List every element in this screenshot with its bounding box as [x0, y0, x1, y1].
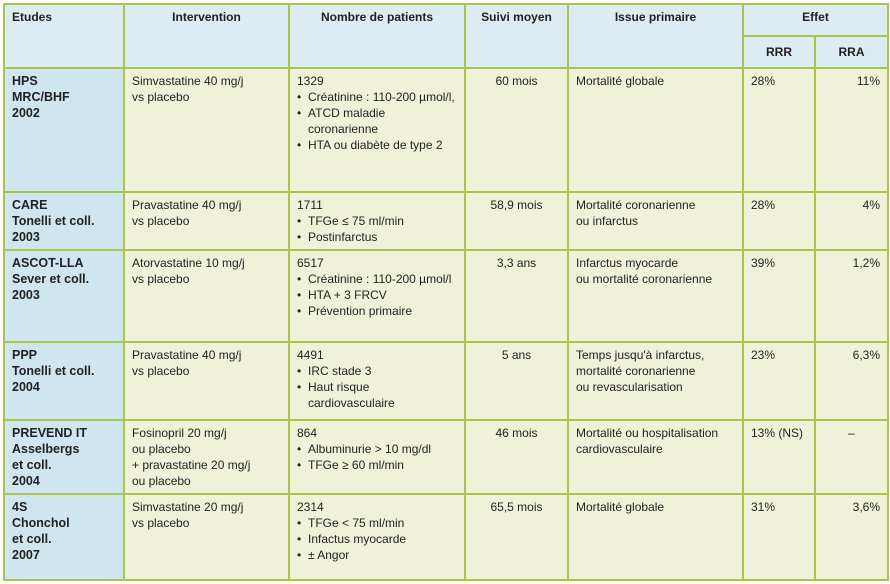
- cell-suivi: 46 mois: [465, 420, 568, 494]
- table-header: [4, 4, 888, 68]
- cell-etude: [4, 250, 124, 342]
- patients-criteria-item: • Créatinine : 110-200 µmol/l: [297, 271, 457, 287]
- table-row: [4, 342, 888, 420]
- cell-patients: [289, 68, 465, 192]
- etude-name-line: 2003: [12, 288, 40, 302]
- patients-criteria-item: • Prévention primaire: [297, 303, 457, 319]
- intervention-line: vs placebo: [132, 364, 190, 378]
- header-intervention: Intervention: [124, 4, 289, 68]
- intervention-line: ou placebo: [132, 442, 191, 456]
- patients-criteria-item: • Infactus myocarde: [297, 531, 457, 547]
- intervention-line: vs placebo: [132, 214, 190, 228]
- intervention-line: Fosinopril 20 mg/j: [132, 426, 227, 440]
- etude-name-line: Chonchol: [12, 516, 70, 530]
- cell-rrr: 13% (NS): [743, 420, 815, 494]
- patients-criteria-item: • IRC stade 3: [297, 363, 457, 379]
- etude-name-line: 2002: [12, 106, 40, 120]
- etude-name-line: et coll.: [12, 532, 52, 546]
- intervention-line: ou placebo: [132, 474, 191, 488]
- cell-suivi: 65,5 mois: [465, 494, 568, 580]
- cell-intervention: [124, 494, 289, 580]
- patients-count: 864: [297, 426, 318, 440]
- cell-rra: –: [815, 420, 888, 494]
- issue-line: Mortalité coronarienne: [576, 198, 696, 212]
- etude-name-line: Tonelli et coll.: [12, 214, 95, 228]
- cell-etude: [4, 494, 124, 580]
- patients-count: 1329: [297, 74, 324, 88]
- table-row: [4, 250, 888, 342]
- patients-criteria-item: • TFGe ≥ 60 ml/min: [297, 457, 457, 473]
- intervention-line: vs placebo: [132, 90, 190, 104]
- intervention-line: Simvastatine 20 mg/j: [132, 500, 244, 514]
- intervention-line: Pravastatine 40 mg/j: [132, 348, 242, 362]
- etude-name-line: 2004: [12, 380, 40, 394]
- cell-issue: [568, 420, 743, 494]
- intervention-line: Atorvastatine 10 mg/j: [132, 256, 245, 270]
- patients-count: 2314: [297, 500, 324, 514]
- cell-intervention: [124, 192, 289, 250]
- issue-line: mortalité coronarienne: [576, 364, 696, 378]
- etude-name-line: et coll.: [12, 458, 52, 472]
- cell-rra: 11%: [815, 68, 888, 192]
- table-row: [4, 192, 888, 250]
- intervention-line: vs placebo: [132, 272, 190, 286]
- cell-patients: [289, 494, 465, 580]
- patients-count: 4491: [297, 348, 324, 362]
- issue-line: Temps jusqu'à infarctus,: [576, 348, 705, 362]
- header-effet: Effet: [743, 4, 888, 36]
- cell-rrr: 39%: [743, 250, 815, 342]
- issue-line: ou revascularisation: [576, 380, 683, 394]
- cell-rra: 4%: [815, 192, 888, 250]
- patients-criteria-item: • Postinfarctus: [297, 229, 457, 245]
- patients-criteria-item: • HTA + 3 FRCV: [297, 287, 457, 303]
- cell-suivi: 58,9 mois: [465, 192, 568, 250]
- cell-intervention: [124, 420, 289, 494]
- etude-name-line: 2004: [12, 474, 40, 488]
- issue-line: Mortalité globale: [576, 500, 665, 514]
- patients-criteria-list: [297, 363, 457, 411]
- cell-rrr: 28%: [743, 68, 815, 192]
- cell-rrr: 23%: [743, 342, 815, 420]
- cell-rrr: 31%: [743, 494, 815, 580]
- cell-etude: [4, 420, 124, 494]
- cell-rra: 1,2%: [815, 250, 888, 342]
- intervention-line: + pravastatine 20 mg/j: [132, 458, 251, 472]
- table-row: [4, 68, 888, 192]
- etude-name-line: MRC/BHF: [12, 90, 70, 104]
- cell-etude: [4, 342, 124, 420]
- etude-name-line: PPP: [12, 348, 38, 362]
- table-body: [4, 68, 888, 580]
- issue-line: ou mortalité coronarienne: [576, 272, 713, 286]
- etude-name-line: ASCOT-LLA: [12, 256, 84, 270]
- cell-patients: [289, 420, 465, 494]
- cell-suivi: 5 ans: [465, 342, 568, 420]
- header-rra: RRA: [815, 36, 888, 68]
- header-etudes: Etudes: [4, 4, 124, 68]
- header-patients: Nombre de patients: [289, 4, 465, 68]
- patients-criteria-item: • ATCD maladie coronarienne: [297, 105, 457, 137]
- cell-issue: [568, 342, 743, 420]
- cell-issue: [568, 250, 743, 342]
- header-issue: Issue primaire: [568, 4, 743, 68]
- issue-line: Infarctus myocarde: [576, 256, 679, 270]
- intervention-line: vs placebo: [132, 516, 190, 530]
- patients-criteria-item: • TFGe ≤ 75 ml/min: [297, 213, 457, 229]
- statin-trials-table: [3, 3, 889, 581]
- cell-issue: [568, 494, 743, 580]
- patients-count: 6517: [297, 256, 324, 270]
- etude-name-line: Asselbergs: [12, 442, 80, 456]
- patients-criteria-item: • ± Angor: [297, 547, 457, 563]
- table-row: [4, 494, 888, 580]
- cell-intervention: [124, 68, 289, 192]
- cell-rra: 6,3%: [815, 342, 888, 420]
- patients-count: 1711: [297, 198, 323, 212]
- cell-suivi: 3,3 ans: [465, 250, 568, 342]
- patients-criteria-list: [297, 515, 457, 563]
- patients-criteria-item: • Albuminurie > 10 mg/dl: [297, 441, 457, 457]
- issue-line: cardiovasculaire: [576, 442, 663, 456]
- issue-line: ou infarctus: [576, 214, 639, 228]
- cell-intervention: [124, 250, 289, 342]
- etude-name-line: Tonelli et coll.: [12, 364, 95, 378]
- patients-criteria-list: [297, 89, 457, 153]
- header-rrr: RRR: [743, 36, 815, 68]
- etude-name-line: CARE: [12, 198, 48, 212]
- issue-line: Mortalité globale: [576, 74, 665, 88]
- patients-criteria-list: [297, 271, 457, 319]
- patients-criteria-item: • TFGe < 75 ml/min: [297, 515, 457, 531]
- patients-criteria-item: • Créatinine : 110-200 µmol/l,: [297, 89, 457, 105]
- etude-name-line: 2003: [12, 230, 40, 244]
- cell-issue: [568, 68, 743, 192]
- cell-rra: 3,6%: [815, 494, 888, 580]
- etude-name-line: HPS: [12, 74, 38, 88]
- cell-rrr: 28%: [743, 192, 815, 250]
- etude-name-line: 4S: [12, 500, 28, 514]
- intervention-line: Simvastatine 40 mg/j: [132, 74, 244, 88]
- table-row: [4, 420, 888, 494]
- cell-etude: [4, 192, 124, 250]
- etude-name-line: Sever et coll.: [12, 272, 90, 286]
- intervention-line: Pravastatine 40 mg/j: [132, 198, 242, 212]
- cell-patients: [289, 342, 465, 420]
- issue-line: Mortalité ou hospitalisation: [576, 426, 719, 440]
- patients-criteria-item: • HTA ou diabète de type 2: [297, 137, 457, 153]
- header-suivi: Suivi moyen: [465, 4, 568, 68]
- cell-etude: [4, 68, 124, 192]
- cell-patients: [289, 250, 465, 342]
- cell-issue: [568, 192, 743, 250]
- patients-criteria-list: [297, 441, 457, 473]
- patients-criteria-item: • Haut risque cardiovasculaire: [297, 379, 457, 411]
- etude-name-line: PREVEND IT: [12, 426, 88, 440]
- statin-trials-table-container: [3, 3, 887, 581]
- cell-intervention: [124, 342, 289, 420]
- cell-suivi: 60 mois: [465, 68, 568, 192]
- patients-criteria-list: [297, 213, 457, 245]
- etude-name-line: 2007: [12, 548, 40, 562]
- cell-patients: [289, 192, 465, 250]
